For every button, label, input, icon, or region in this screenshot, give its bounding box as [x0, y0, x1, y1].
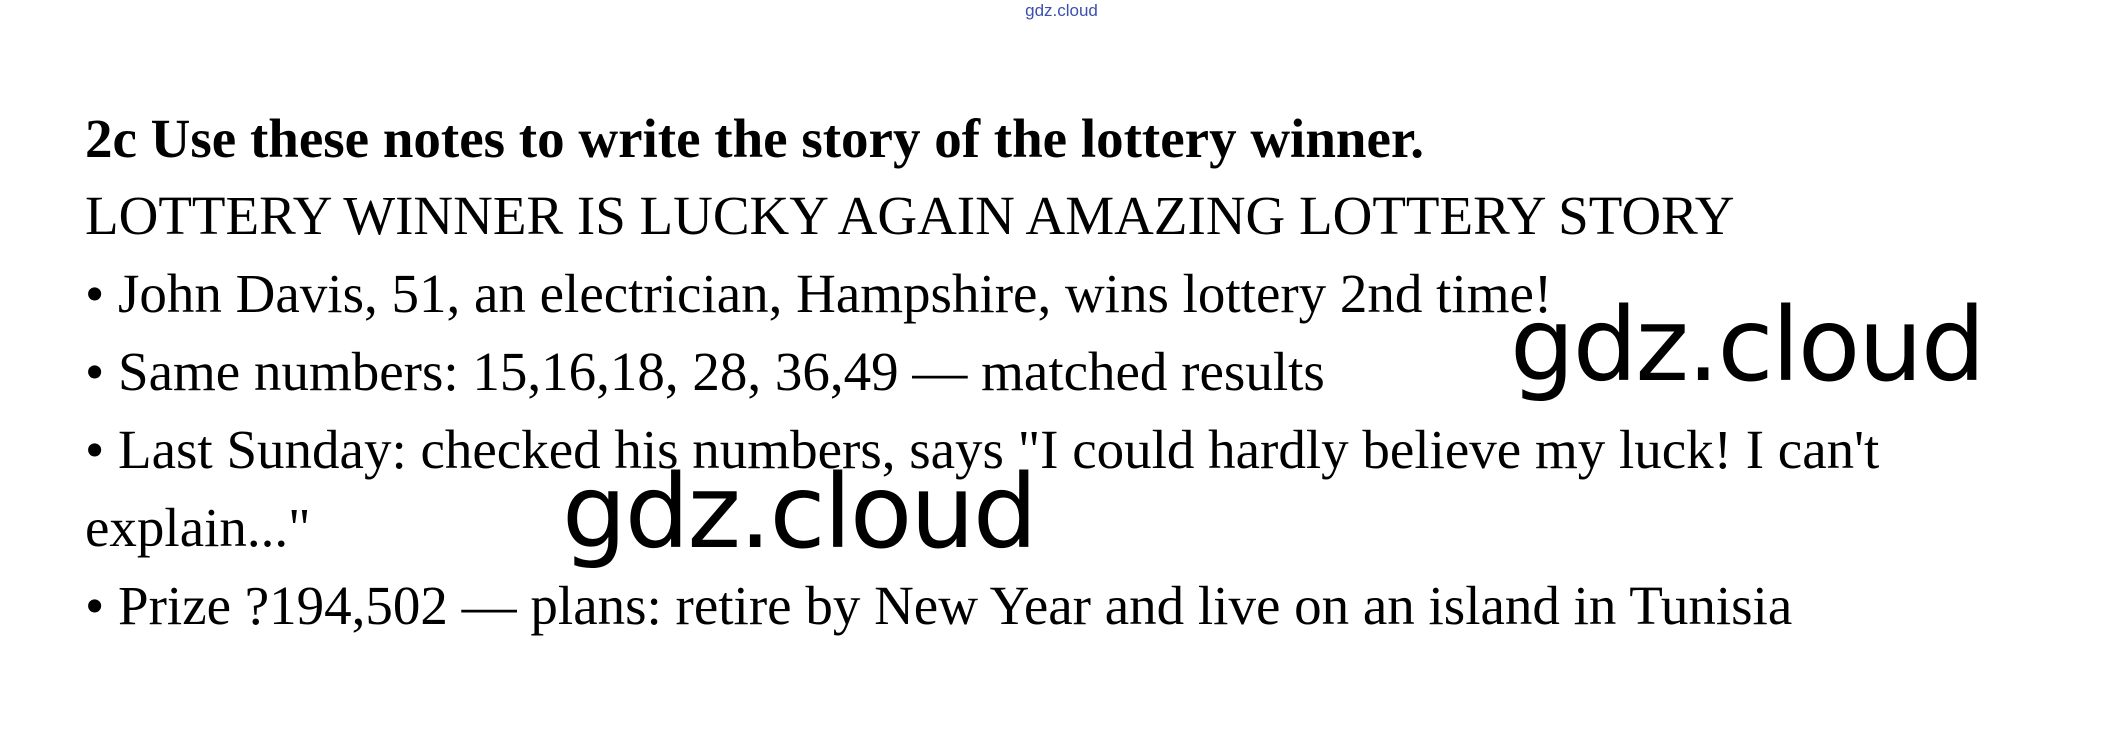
watermark-gdz-cloud-2: gdz.cloud [562, 453, 1036, 572]
note-line-3-continued: explain..." [85, 497, 311, 558]
note-line-4: • Prize ?194,502 — plans: retire by New Year and live on an island in Tunisia [85, 575, 1793, 636]
note-line-1: • John Davis, 51, an electrician, Hampshire, wins lottery 2nd time! [85, 263, 1553, 324]
note-line-3: • Last Sunday: checked his numbers, says "I could hardly believe my luck! I can't [85, 419, 1880, 480]
watermark-gdz-cloud-1: gdz.cloud [1510, 286, 1984, 405]
story-headline: LOTTERY WINNER IS LUCKY AGAIN AMAZING LOTTERY STORY [85, 185, 1735, 246]
top-watermark: gdz.cloud [1025, 1, 1098, 20]
task-heading: 2c Use these notes to write the story of the lottery winner. [85, 108, 1425, 169]
note-line-2: • Same numbers: 15,16,18, 28, 36,49 — matched results [85, 341, 1325, 402]
